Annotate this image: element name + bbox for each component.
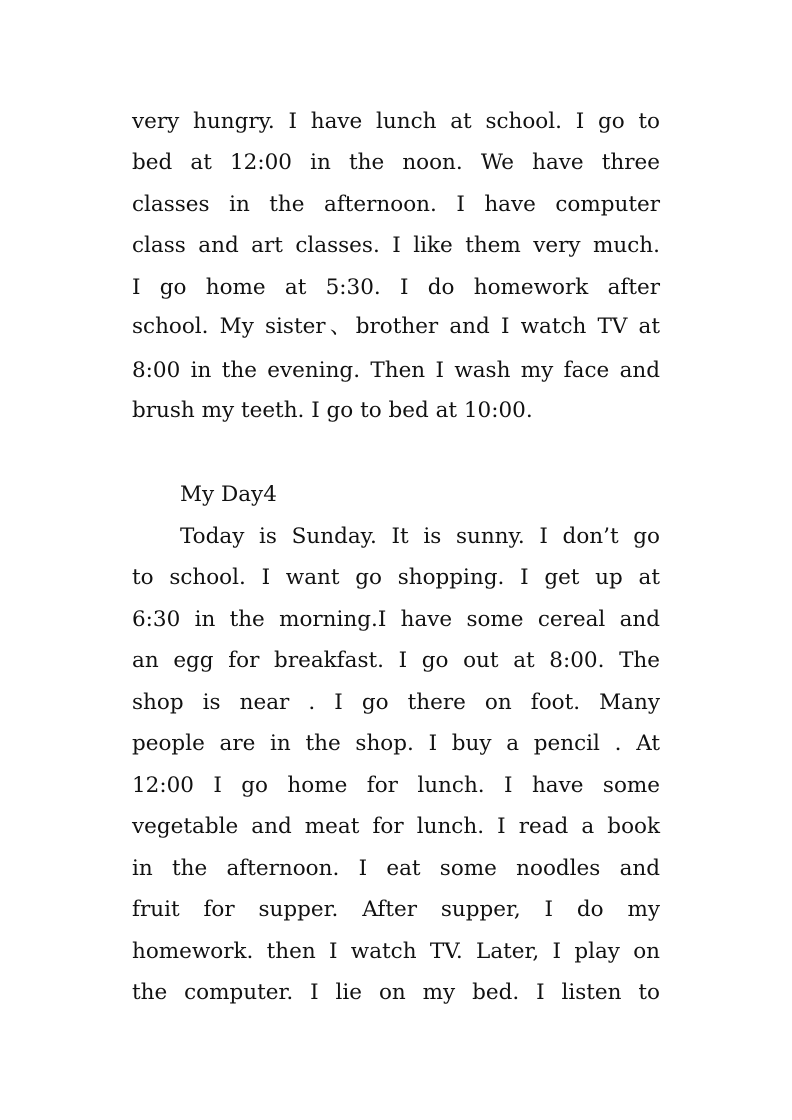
text-line: fruit for supper. After supper, I do my	[132, 897, 660, 922]
section-heading: My Day4	[180, 482, 277, 507]
text-line: shop is near . I go there on foot. Many	[132, 690, 660, 715]
text-line: people are in the shop. I buy a pencil . At	[132, 731, 660, 756]
text-line: 12:00 I go home for lunch. I have some	[132, 773, 660, 798]
text-line: I go home at 5:30. I do homework after	[132, 275, 660, 300]
text-line: very hungry. I have lunch at school. I go to	[132, 109, 660, 134]
text-line: vegetable and meat for lunch. I read a book	[132, 814, 660, 839]
text-line: classes in the afternoon. I have computer	[132, 192, 660, 217]
text-line: bed at 12:00 in the noon. We have three	[132, 150, 660, 175]
text-line: the computer. I lie on my bed. I listen to	[132, 980, 660, 1005]
text-line: 6:30 in the morning.I have some cereal and	[132, 607, 660, 632]
text-line: to school. I want go shopping. I get up at	[132, 565, 660, 590]
text-line: Today is Sunday. It is sunny. I don’t go	[180, 524, 660, 549]
text-line: homework. then I watch TV. Later, I play on	[132, 939, 660, 964]
text-line: an egg for breakfast. I go out at 8:00. The	[132, 648, 660, 673]
text-line: 8:00 in the evening. Then I wash my face and	[132, 358, 660, 383]
text-line: school. My sister、brother and I watch TV at	[132, 314, 660, 339]
text-line: in the afternoon. I eat some noodles and	[132, 856, 660, 881]
text-line: class and art classes. I like them very much.	[132, 233, 660, 258]
text-line: brush my teeth. I go to bed at 10:00.	[132, 398, 533, 423]
